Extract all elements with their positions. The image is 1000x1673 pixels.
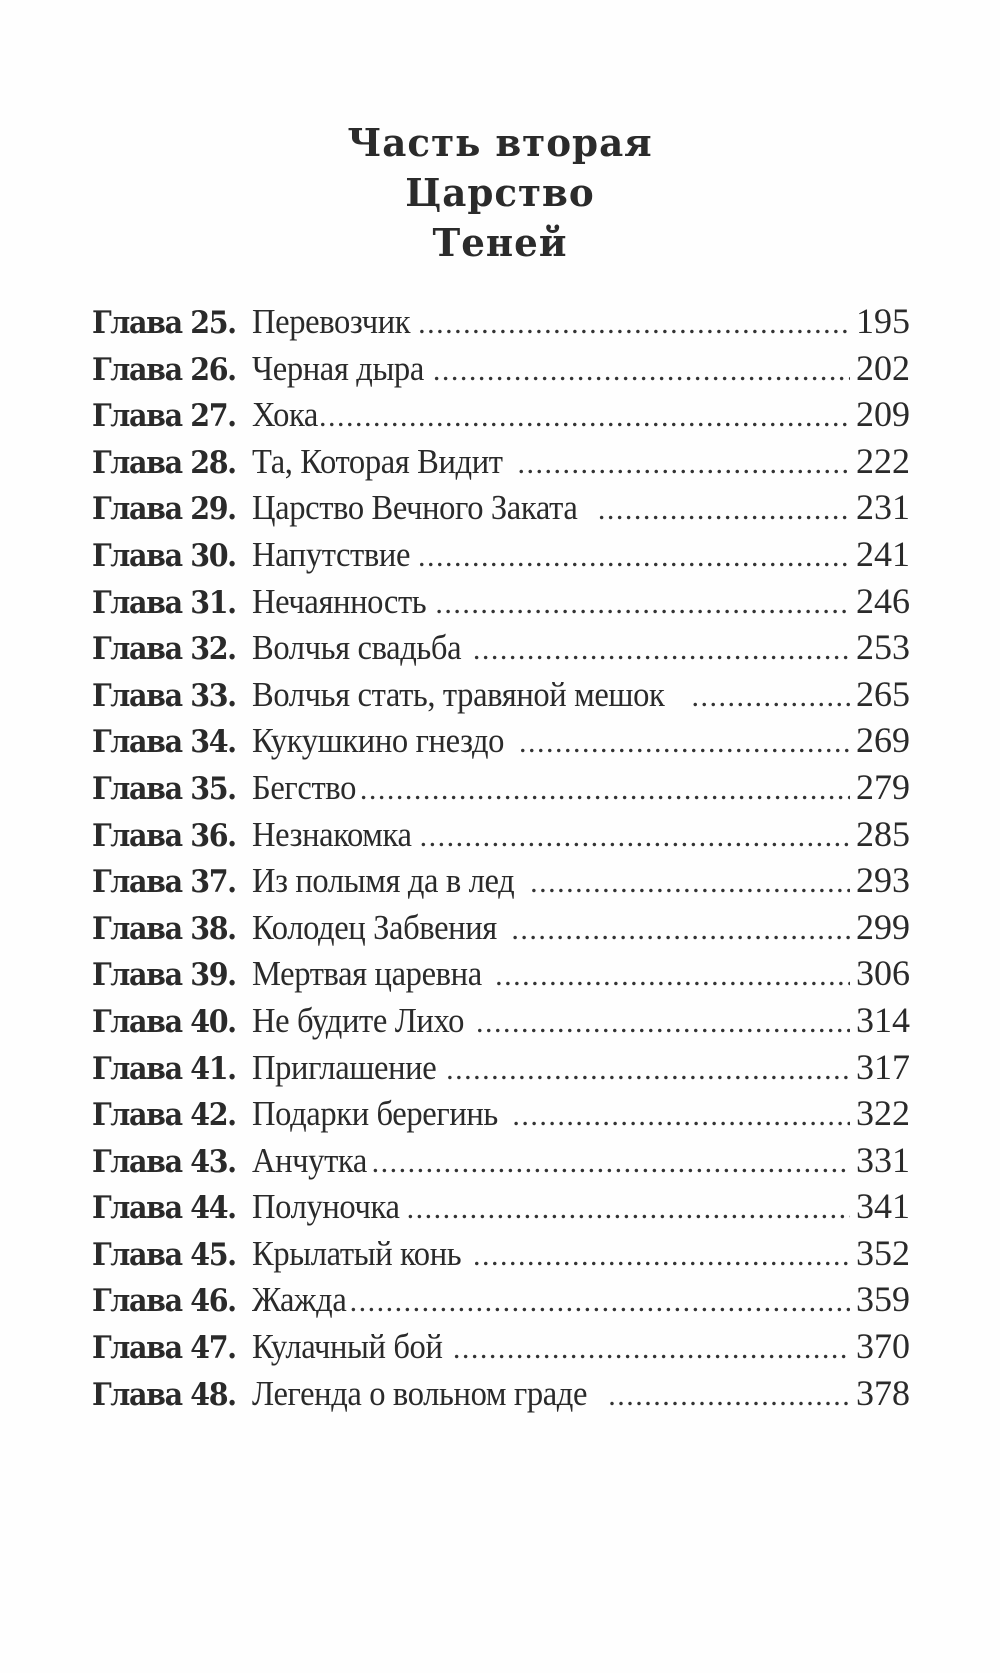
page-number: 331 (856, 1139, 910, 1180)
chapter-label: Глава 35. (92, 770, 236, 807)
toc-entry[interactable] (92, 578, 910, 625)
chapter-title: Черная дыра (252, 348, 424, 388)
chapter-title: Бегство (252, 767, 356, 807)
chapter-label: Глава 32. (92, 631, 236, 668)
chapter-title: Полуночка (252, 1187, 400, 1227)
page-number: 378 (856, 1372, 910, 1413)
chapter-title: Подарки берегинь (252, 1094, 498, 1134)
part-heading (0, 118, 1000, 268)
dot-leader (397, 1186, 850, 1230)
page-number: 359 (856, 1279, 910, 1320)
toc-entry[interactable] (92, 950, 910, 997)
toc-entry[interactable] (92, 671, 910, 718)
chapter-title: Жажда (252, 1280, 347, 1320)
chapter-label: Глава 48. (92, 1376, 236, 1413)
toc-entry[interactable] (92, 1090, 910, 1137)
chapter-label: Глава 34. (92, 724, 236, 761)
dot-leader (463, 627, 850, 671)
dot-leader (509, 720, 850, 764)
dot-leader (350, 767, 850, 811)
chapter-title: Хока (252, 395, 319, 435)
chapter-label: Глава 45. (92, 1236, 236, 1273)
page-number: 352 (856, 1232, 910, 1273)
dot-leader (362, 1140, 850, 1184)
chapter-label: Глава 30. (92, 537, 236, 574)
page-number: 195 (856, 301, 910, 341)
page-number: 314 (856, 999, 910, 1040)
chapter-title: Волчья свадьба (252, 628, 462, 668)
toc-entry[interactable] (92, 345, 910, 392)
page-number: 293 (856, 860, 910, 901)
chapter-label: Глава 33. (92, 677, 236, 714)
chapter-label: Глава 37. (92, 864, 236, 901)
dot-leader (508, 441, 850, 485)
page-number: 231 (856, 487, 910, 528)
dot-leader (408, 301, 850, 345)
chapter-title: Кукушкино гнездо (252, 721, 505, 761)
table-of-contents (92, 298, 910, 1416)
chapter-label: Глава 42. (92, 1097, 236, 1134)
chapter-label: Глава 46. (92, 1283, 236, 1320)
dot-leader (588, 487, 850, 531)
chapter-label: Глава 38. (92, 910, 236, 947)
chapter-title: Из полымя да в лед (252, 861, 515, 901)
toc-entry[interactable] (92, 1276, 910, 1323)
dot-leader (598, 1373, 850, 1417)
toc-entry[interactable] (92, 1137, 910, 1184)
chapter-label: Глава 27. (92, 398, 236, 435)
dot-leader (463, 1233, 850, 1277)
chapter-title: Колодец Забвения (252, 907, 497, 947)
chapter-label: Глава 41. (92, 1050, 236, 1087)
chapter-label: Глава 29. (92, 491, 236, 528)
chapter-title: Незнакомка (252, 814, 412, 854)
part-title-line-1: Царство (405, 170, 595, 215)
dot-leader (309, 394, 850, 438)
toc-entry[interactable] (92, 811, 910, 858)
page-number: 299 (856, 906, 910, 947)
toc-entry[interactable] (92, 624, 910, 671)
chapter-title: Анчутка (252, 1140, 367, 1180)
toc-entry[interactable] (92, 997, 910, 1044)
page-number: 222 (856, 440, 910, 481)
page-number: 285 (856, 813, 910, 854)
toc-entry[interactable] (92, 857, 910, 904)
page-number: 370 (856, 1326, 910, 1367)
dot-leader (436, 1047, 850, 1091)
toc-entry[interactable] (92, 904, 910, 951)
chapter-title: Нечаянность (252, 581, 427, 621)
page-number: 317 (856, 1046, 910, 1087)
page-number: 246 (856, 580, 910, 621)
toc-entry[interactable] (92, 717, 910, 764)
chapter-label: Глава 28. (92, 444, 236, 481)
page-number: 241 (856, 533, 910, 574)
chapter-title: Приглашение (252, 1047, 437, 1087)
dot-leader (425, 581, 850, 625)
part-number: Часть вторая (347, 120, 653, 165)
toc-entry[interactable] (92, 1183, 910, 1230)
chapter-title: Та, Которая Видит (252, 441, 503, 481)
toc-entry[interactable] (92, 438, 910, 485)
toc-entry[interactable] (92, 391, 910, 438)
chapter-label: Глава 40. (92, 1003, 236, 1040)
chapter-title: Крылатый конь (252, 1233, 462, 1273)
toc-entry[interactable] (92, 1230, 910, 1277)
chapter-label: Глава 39. (92, 957, 236, 994)
toc-entry[interactable] (92, 484, 910, 531)
chapter-label: Глава 31. (92, 584, 236, 621)
dot-leader (408, 534, 850, 578)
dot-leader (502, 1093, 850, 1137)
page-number: 279 (856, 766, 910, 807)
chapter-label: Глава 43. (92, 1143, 236, 1180)
toc-entry[interactable] (92, 1044, 910, 1091)
toc-entry[interactable] (92, 1323, 910, 1370)
chapter-label: Глава 47. (92, 1330, 236, 1367)
toc-entry[interactable] (92, 531, 910, 578)
page-number: 306 (856, 953, 910, 994)
dot-leader (501, 907, 850, 951)
chapter-title: Волчья стать, травяной мешок (252, 674, 665, 714)
dot-leader (423, 348, 850, 392)
page-number: 265 (856, 673, 910, 714)
chapter-title: Кулачный бой (252, 1327, 443, 1367)
part-title-line-2: Теней (432, 220, 568, 265)
dot-leader (410, 814, 850, 858)
dot-leader (681, 674, 850, 718)
dot-leader (520, 860, 850, 904)
chapter-label: Глава 44. (92, 1190, 236, 1227)
page-number: 322 (856, 1093, 910, 1134)
dot-leader (485, 953, 850, 997)
chapter-title: Напутствие (252, 534, 411, 574)
dot-leader (443, 1326, 850, 1370)
page-number: 202 (856, 347, 910, 388)
chapter-title: Мертвая царевна (252, 954, 482, 994)
page-number: 253 (856, 627, 910, 668)
chapter-title: Перевозчик (252, 302, 411, 341)
chapter-title: Не будите Лихо (252, 1000, 465, 1040)
chapter-title: Легенда о вольном граде (252, 1373, 588, 1413)
chapter-label: Глава 26. (92, 351, 236, 388)
dot-leader (340, 1279, 850, 1323)
dot-leader (466, 1000, 850, 1044)
page-number: 269 (856, 720, 910, 761)
chapter-title: Царство Вечного Заката (252, 488, 578, 528)
page-number: 209 (856, 394, 910, 435)
chapter-label: Глава 25. (92, 305, 236, 341)
toc-entry[interactable] (92, 764, 910, 811)
toc-entry[interactable] (92, 1370, 910, 1417)
page-number: 341 (856, 1186, 910, 1227)
toc-entry[interactable] (92, 298, 910, 345)
chapter-label: Глава 36. (92, 817, 236, 854)
